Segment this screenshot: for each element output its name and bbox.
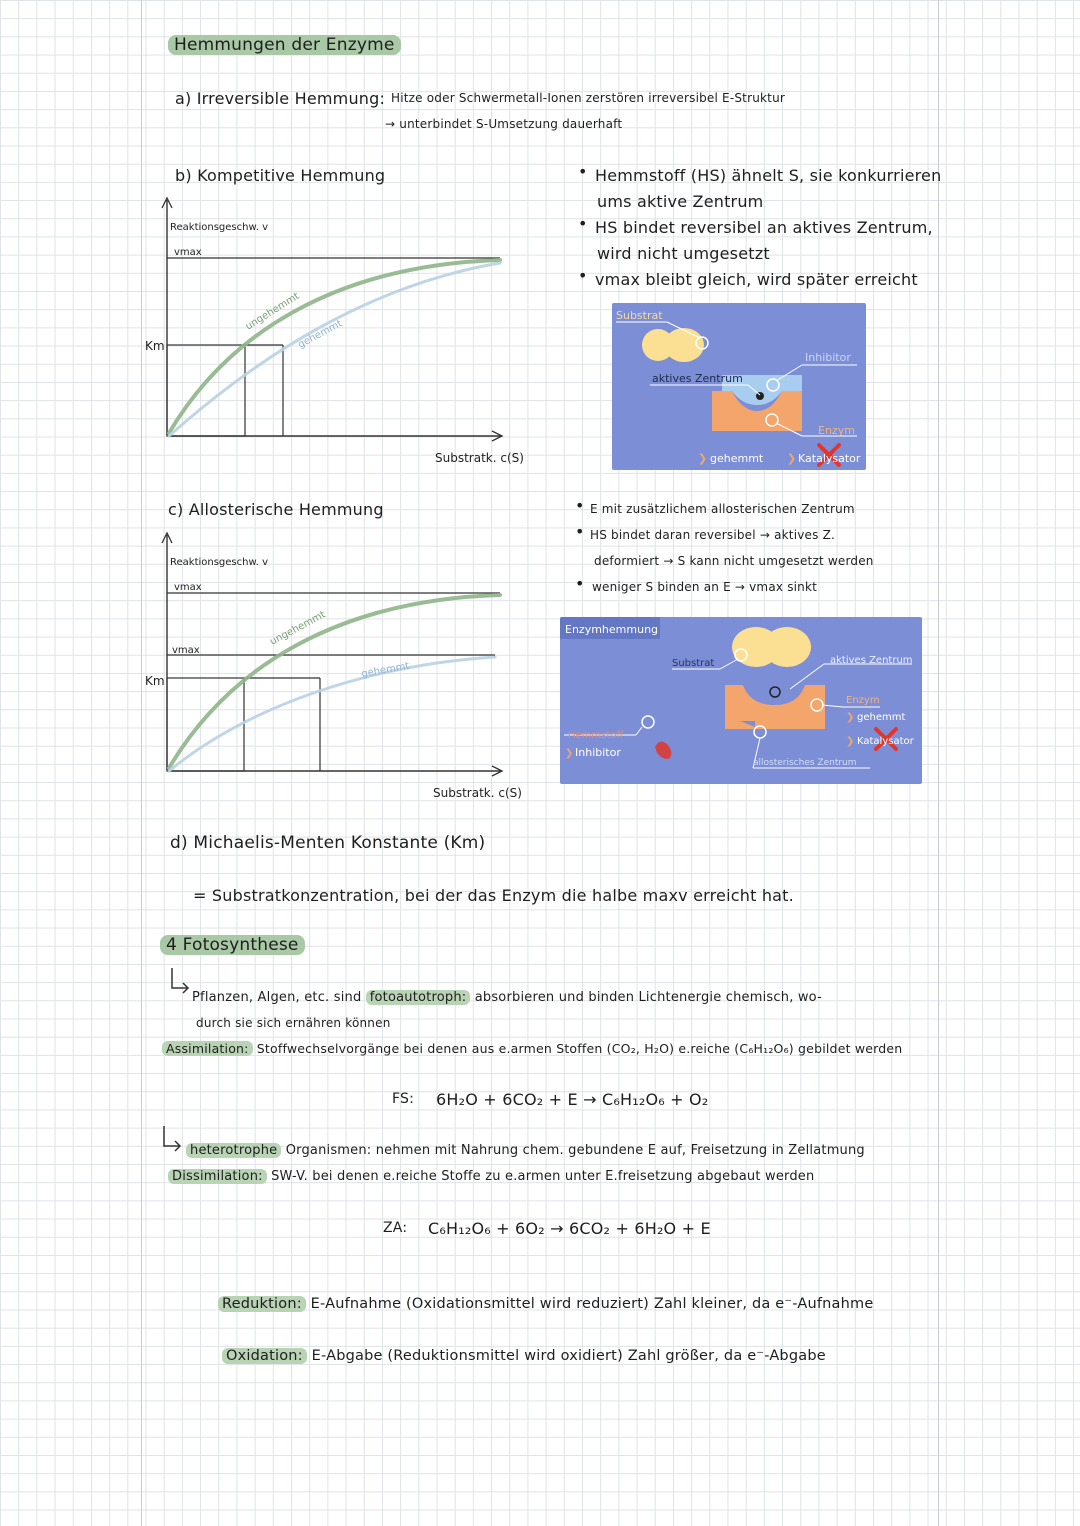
graph-vmax: vmax xyxy=(174,247,202,258)
photosynthesis-heading: 4 Fotosynthese xyxy=(160,935,305,955)
fig-inhibitor: Inhibitor xyxy=(575,746,621,759)
arrow-hook-icon xyxy=(168,966,192,996)
page-title: Hemmungen der Enzyme xyxy=(168,35,401,55)
za-equation: C₆H₁₂O₆ + 6O₂ → 6CO₂ + 6H₂O + E xyxy=(428,1219,711,1238)
svg-text:❯: ❯ xyxy=(565,748,574,759)
graph-xlabel: Substratk. c(S) xyxy=(433,786,522,800)
fig-title: Enzymhemmung xyxy=(565,623,659,636)
dissimilation-line: Dissimilation: SW-V. bei denen e.reiche Stoffe zu e.armen unter E.freisetzung abgebaut werden xyxy=(168,1169,814,1184)
fig-gehemmt: gehemmt xyxy=(857,712,906,723)
heterotroph-line: heterotrophe Organismen: nehmen mit Nahrung chem. gebundene E auf, Freisetzung in Zellatmung xyxy=(186,1143,865,1158)
graph-xlabel: Substratk. c(S) xyxy=(435,451,524,465)
graph-km: Km xyxy=(145,339,165,353)
arrow-hook-icon xyxy=(160,1124,184,1154)
competitive-inhibition-figure xyxy=(612,303,866,470)
irreversible-label: a) Irreversible Hemmung: xyxy=(175,89,386,108)
curve-label-ungehemmt: ungehemmt xyxy=(268,609,328,648)
allosteric-bullet-1: E mit zusätzlichem allosterischen Zentrum xyxy=(590,502,855,516)
fig-allosterisches-zentrum: allosterisches Zentrum xyxy=(753,758,857,768)
bullet-dot: • xyxy=(578,266,588,285)
fig-aktives-zentrum: aktives Zentrum xyxy=(830,655,913,666)
fs-equation: 6H₂O + 6CO₂ + E → C₆H₁₂O₆ + O₂ xyxy=(436,1090,709,1109)
irreversible-text-2: → unterbindet S-Umsetzung dauerhaft xyxy=(385,117,623,131)
assimilation-line: Assimilation: Stoffwechselvorgänge bei denen aus e.armen Stoffen (CO₂, H₂O) e.reiche (C₆H₁₂O₆) gebildet werden xyxy=(162,1041,902,1056)
fig-inhibitor: Inhibitor xyxy=(805,351,851,364)
competitive-bullet-3: vmax bleibt gleich, wird später erreicht xyxy=(595,270,918,289)
michaelis-definition: = Substratkonzentration, bei der das Enzym die halbe maxv erreicht hat. xyxy=(193,886,794,905)
fig-aktives-zentrum: aktives Zentrum xyxy=(652,372,743,385)
fig-gehemmt: gehemmt xyxy=(710,452,764,465)
graph-vmax-inhibited: vmax xyxy=(172,645,200,656)
fig-katalysator: Katalysator xyxy=(857,736,914,747)
fs-label: FS: xyxy=(392,1091,415,1107)
bullet-dot: • xyxy=(578,214,588,233)
bullet-dot: • xyxy=(578,162,588,181)
photosynthesis-line-2: durch sie sich ernähren können xyxy=(196,1016,391,1030)
bullet-dot: • xyxy=(575,574,585,593)
competitive-graph xyxy=(140,190,540,480)
oxidation-line: Oxidation: E-Abgabe (Reduktionsmittel wird oxidiert) Zahl größer, da e⁻-Abgabe xyxy=(222,1348,826,1364)
allosteric-bullet-2: HS bindet daran reversibel → aktives Z. xyxy=(590,528,836,542)
bullet-dot: • xyxy=(575,496,585,515)
allosteric-graph xyxy=(140,525,540,815)
svg-text:❯: ❯ xyxy=(787,452,797,465)
competitive-bullet-2: HS bindet reversibel an aktives Zentrum, xyxy=(595,218,933,237)
allosteric-bullet-3: weniger S binden an E → vmax sinkt xyxy=(592,580,818,594)
za-label: ZA: xyxy=(383,1220,408,1236)
svg-text:❯: ❯ xyxy=(846,736,855,747)
michaelis-label: d) Michaelis-Menten Konstante (Km) xyxy=(170,833,486,853)
fig-substrat: Substrat xyxy=(616,309,663,322)
graph-ylabel: Reaktionsgeschw. v xyxy=(170,557,269,568)
graph-vmax: vmax xyxy=(174,582,202,593)
fig-hemmstoff: Hemmstoff xyxy=(568,730,624,741)
graph-km: Km xyxy=(145,674,165,688)
allosteric-inhibition-figure xyxy=(560,617,922,784)
fig-enzym: Enzym xyxy=(846,695,880,706)
curve-label-ungehemmt: ungehemmt xyxy=(243,290,302,333)
curve-label-gehemmt: gehemmt xyxy=(360,660,411,680)
competitive-bullet-2b: wird nicht umgesetzt xyxy=(597,244,770,263)
allosteric-bullet-2b: deformiert → S kann nicht umgesetzt werden xyxy=(594,554,874,568)
svg-text:❯: ❯ xyxy=(846,712,855,723)
fig-enzym: Enzym xyxy=(818,424,855,437)
photosynthesis-line-1: Pflanzen, Algen, etc. sind fotoautotroph: absorbieren und binden Lichtenergie chemisch, wo- xyxy=(192,990,822,1005)
curve-label-gehemmt: gehemmt xyxy=(296,318,345,351)
competitive-bullet-1b: ums aktive Zentrum xyxy=(597,192,764,211)
bullet-dot: • xyxy=(575,522,585,541)
fig-substrat: Substrat xyxy=(672,658,715,669)
irreversible-text-1: Hitze oder Schwermetall-Ionen zerstören irreversibel E-Struktur xyxy=(391,91,786,105)
allosteric-label: c) Allosterische Hemmung xyxy=(168,500,384,519)
competitive-bullet-1: Hemmstoff (HS) ähnelt S, sie konkurrieren xyxy=(595,166,942,185)
competitive-label: b) Kompetitive Hemmung xyxy=(175,166,386,185)
right-margin-line xyxy=(938,0,939,1526)
graph-ylabel: Reaktionsgeschw. v xyxy=(170,222,269,233)
fig-katalysator: Katalysator xyxy=(798,452,861,465)
reduktion-line: Reduktion: E-Aufnahme (Oxidationsmittel wird reduziert) Zahl kleiner, da e⁻-Aufnahme xyxy=(218,1296,873,1312)
svg-text:❯: ❯ xyxy=(698,452,708,465)
